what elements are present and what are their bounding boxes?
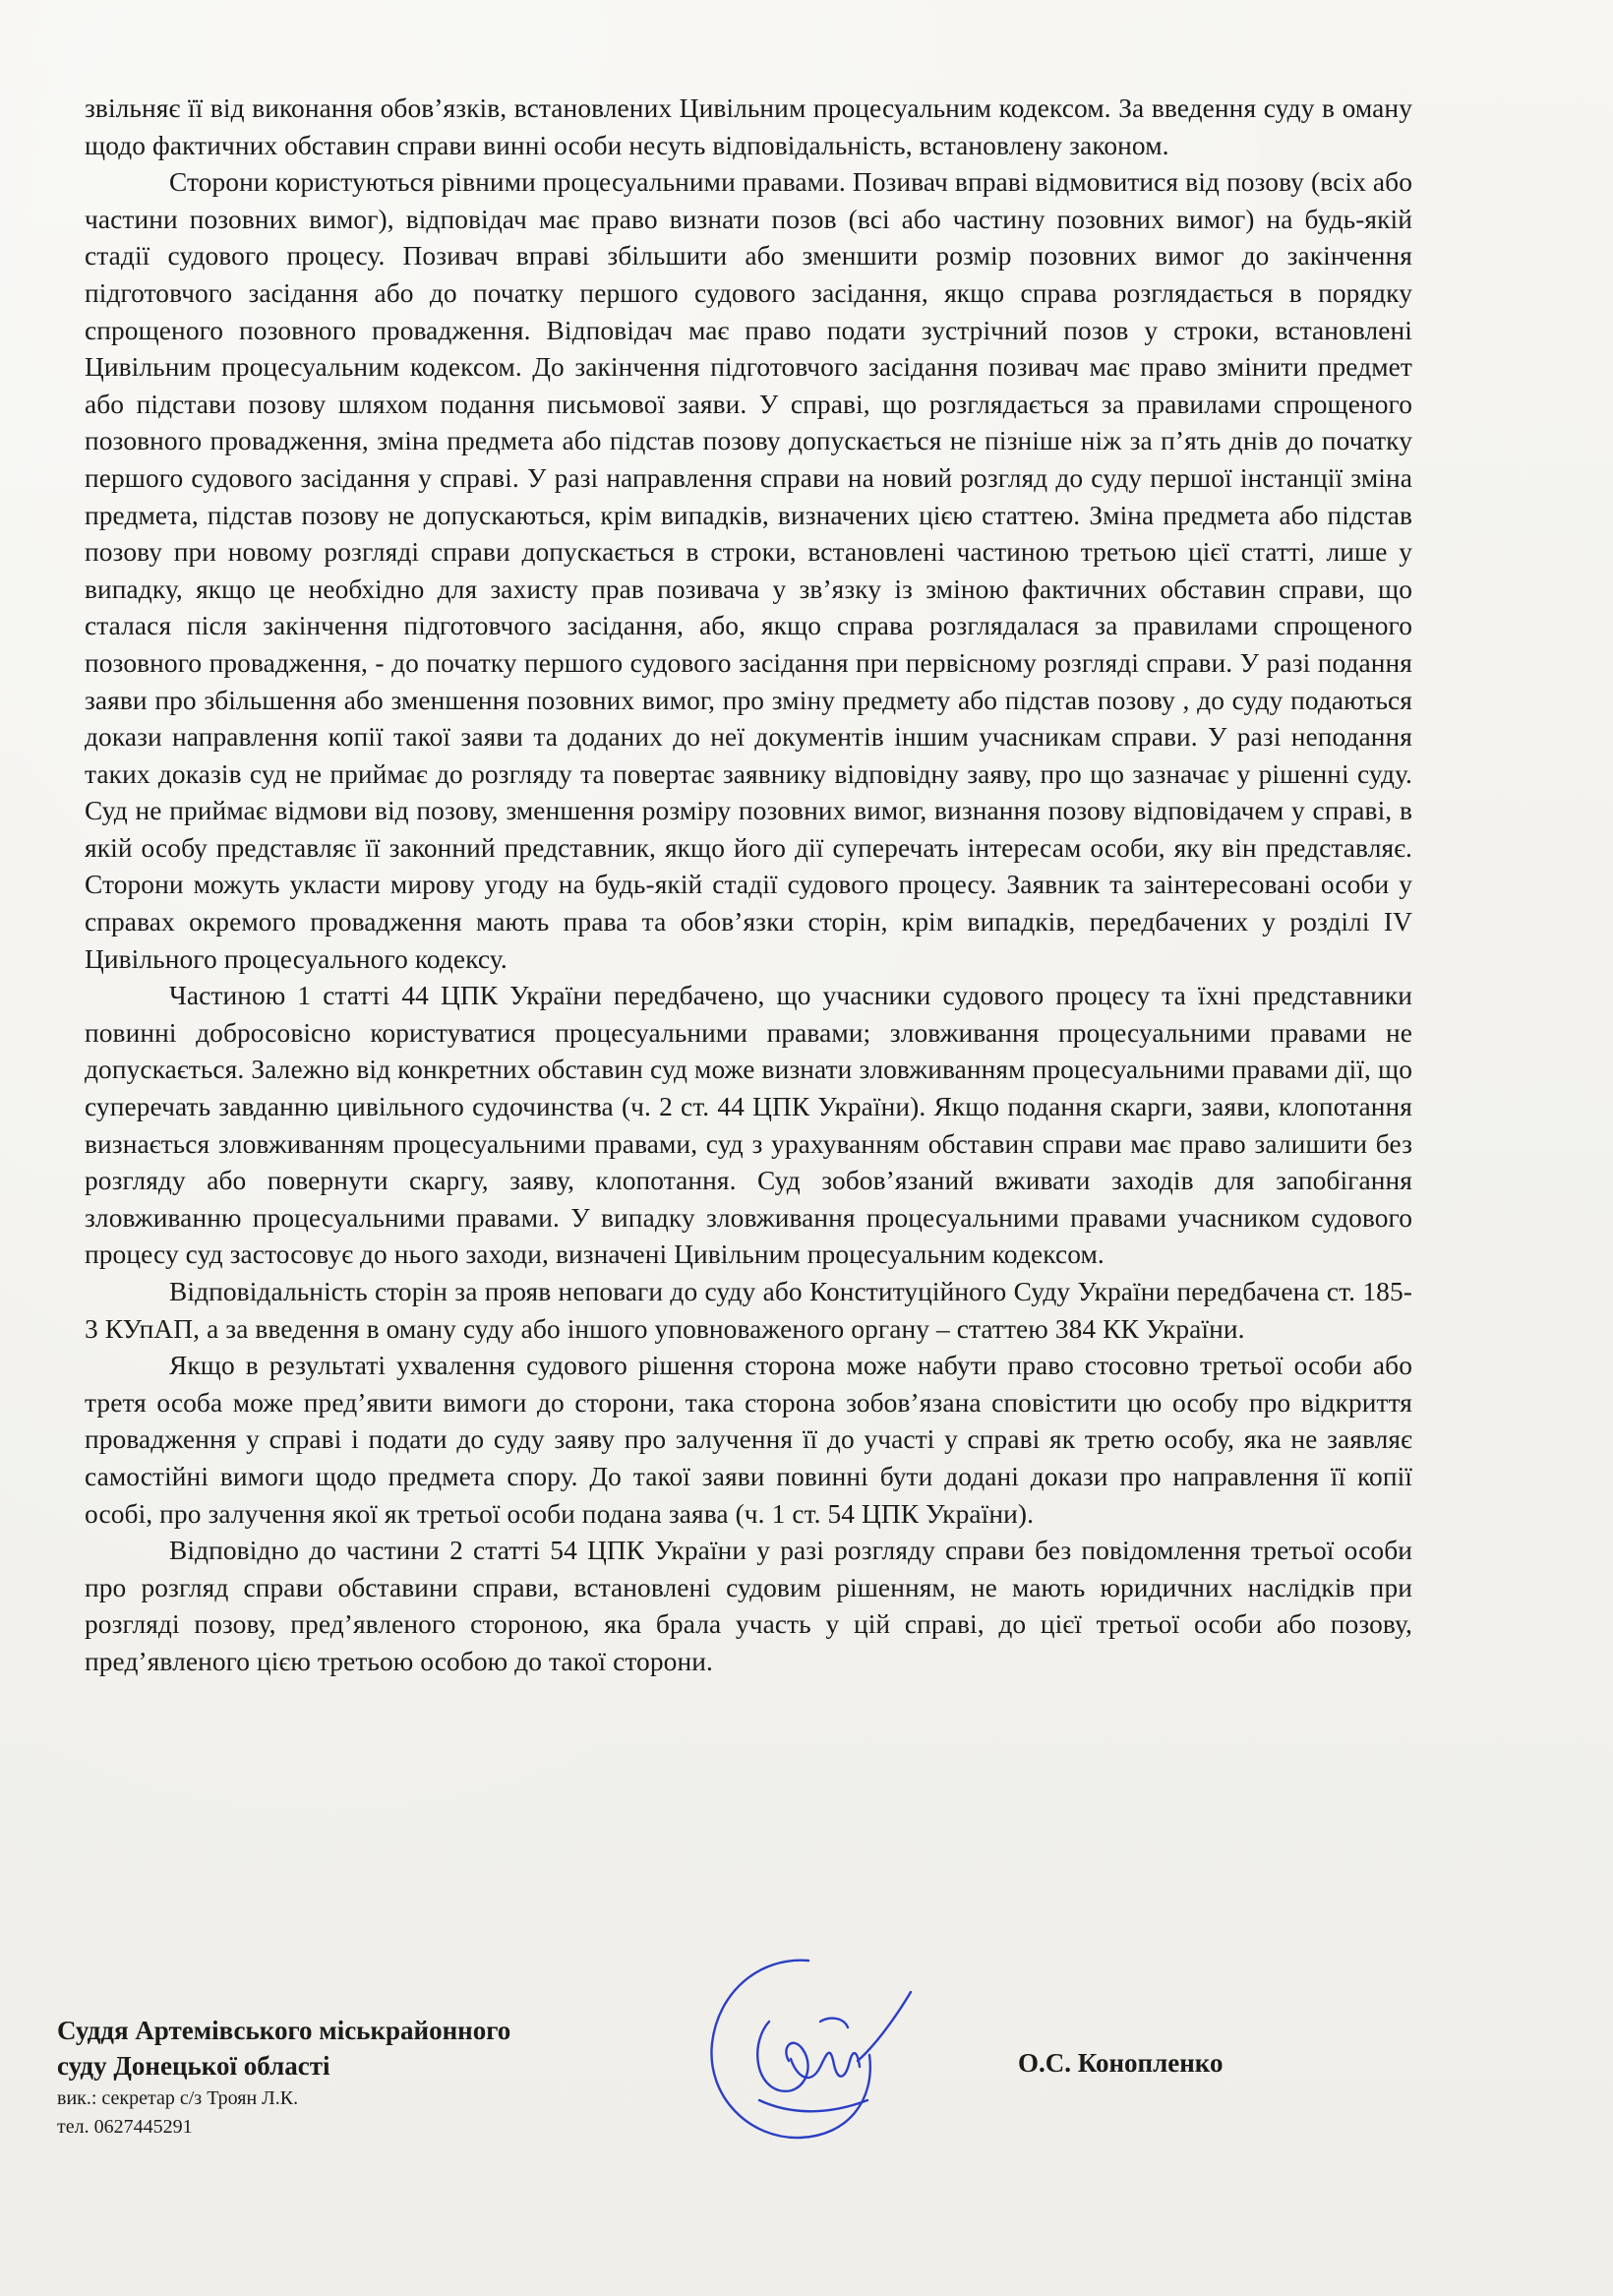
judge-name: О.С. Конопленко [1018, 2048, 1224, 2078]
phone-line: тел. 0627445291 [57, 2116, 193, 2138]
executor-line: вик.: секретар с/з Троян Л.К. [57, 2087, 299, 2109]
document-body [85, 91, 1412, 1681]
judge-title-line-1: Суддя Артемівського міськрайонного [57, 2016, 511, 2045]
paragraph-1: звільняє її від виконання обов’язків, встановлених Цивільним процесуальним кодексом. За введення суду в оману щодо фактичних обставин справи винні особи несуть відповідальність, встановлену законом. [85, 93, 1412, 160]
paragraph-2: Сторони користуються рівними процесуальними правами. Позивач вправі відмовитися від позову (всіх або частини позовних вимог), відповідач має право визнати позов (всі або частину позовних вимог) на будь-якій стадії судового процесу. Позивач вправі збільшити або зменшити розмір позовних вимог до закінчення підготовчого засідання або до початку першого судового засідання, якщо справа розглядається в порядку спрощеного позовного провадження. Відповідач має право подати зустрічний позов у строки, встановлені Цивільним процесуальним кодексом. До закінчення підготовчого засідання позивач має право змінити предмет або підстави позову шляхом подання письмової заяви. У справі, що розглядається за правилами спрощеного позовного провадження, зміна предмета або підстав позову допускається не пізніше ніж за п’ять днів до початку першого судового засідання у справі. У разі направлення справи на новий розгляд до суду першої інстанції зміна предмета, підстав позову не допускаються, крім випадків, визначених цією статтею. Зміна предмета або підстав позову при новому розгляді справи допускається в строки, встановлені частиною третьою цієї статті, лише у випадку, якщо це необхідно для захисту прав позивача у зв’язку із зміною фактичних обставин справи, що сталася після закінчення підготовчого засідання, або, якщо справа розглядалася за правилами спрощеного позовного провадження, - до початку першого судового засідання при первісному розгляді справи. У разі подання заяви про збільшення або зменшення позовних вимог, про зміну предмету або підстав позову , до суду подаються докази направлення копії такої заяви та доданих до неї документів іншим учасникам справи. У разі неподання таких доказів суд не приймає до розгляду та повертає заявнику відповідну заяву, про що зазначає у рішенні суду. Суд не приймає відмови від позову, зменшення розміру позовних вимог, визнання позову відповідачем у справі, в якій особу представляє її законний представник, якщо його дії суперечать інтересам особи, яку він представляє. Сторони можуть укласти мирову угоду на будь-якій стадії судового процесу. Заявник та заінтересовані особи у справах окремого провадження мають права та обов’язки сторін, крім випадків, передбачених у розділі IV Цивільного процесуального кодексу. [85, 167, 1412, 974]
judge-title-line-2: суду Донецької області [57, 2051, 330, 2081]
paragraph-4: Відповідальність сторін за прояв неповаги до суду або Конституційного Суду України передбачена ст. 185-3 КУпАП, а за введення в оману суду або іншого уповноваженого органу – статтею 384 КК України. [85, 1277, 1412, 1344]
paragraph-5: Якщо в результаті ухвалення судового рішення сторона може набути право стосовно третьої особи або третя особа може пред’явити вимоги до сторони, така сторона зобов’язана сповістити цю особу про відкриття провадження у справі і подати до суду заяву про залучення її до участі у справі як третю особу, яка не заявляє самостійні вимоги щодо предмета спору. До такої заяви повинні бути додані докази про направлення її копії особі, про залучення якої як третьої особи подана заява (ч. 1 ст. 54 ЦПК України). [85, 1351, 1412, 1529]
signature-block [57, 2013, 647, 2141]
paragraph-6: Відповідно до частини 2 статті 54 ЦПК України у разі розгляду справи без повідомлення третьої особи про розгляд справи обставини справи, встановлені судовим рішенням, не мають юридичних наслідків при розгляді позову, пред’явленого стороною, яка брала участь у цій справі, до цієї третьої особи або позову, пред’явленого цією третьою особою до такої сторони. [85, 1536, 1412, 1676]
paragraph-3: Частиною 1 статті 44 ЦПК України передбачено, що учасники судового процесу та їхні представники повинні добросовісно користуватися процесуальними правами; зловживання процесуальними правами не допускається. Залежно від конкретних обставин суд може визнати зловживанням процесуальними правами дії, що суперечать завданню цивільного судочинства (ч. 2 ст. 44 ЦПК України). Якщо подання скарги, заяви, клопотання визнається зловживанням процесуальними правами, суд з урахуванням обставин справи має право залишити без розгляду або повернути скаргу, заяву, клопотання. Суд зобов’язаний вживати заходів для запобігання зловживанню процесуальними правами. У випадку зловживання процесуальними правами учасником судового процесу суд застосовує до нього заходи, визначені Цивільним процесуальним кодексом. [85, 981, 1412, 1270]
handwritten-signature-icon [700, 1953, 917, 2149]
